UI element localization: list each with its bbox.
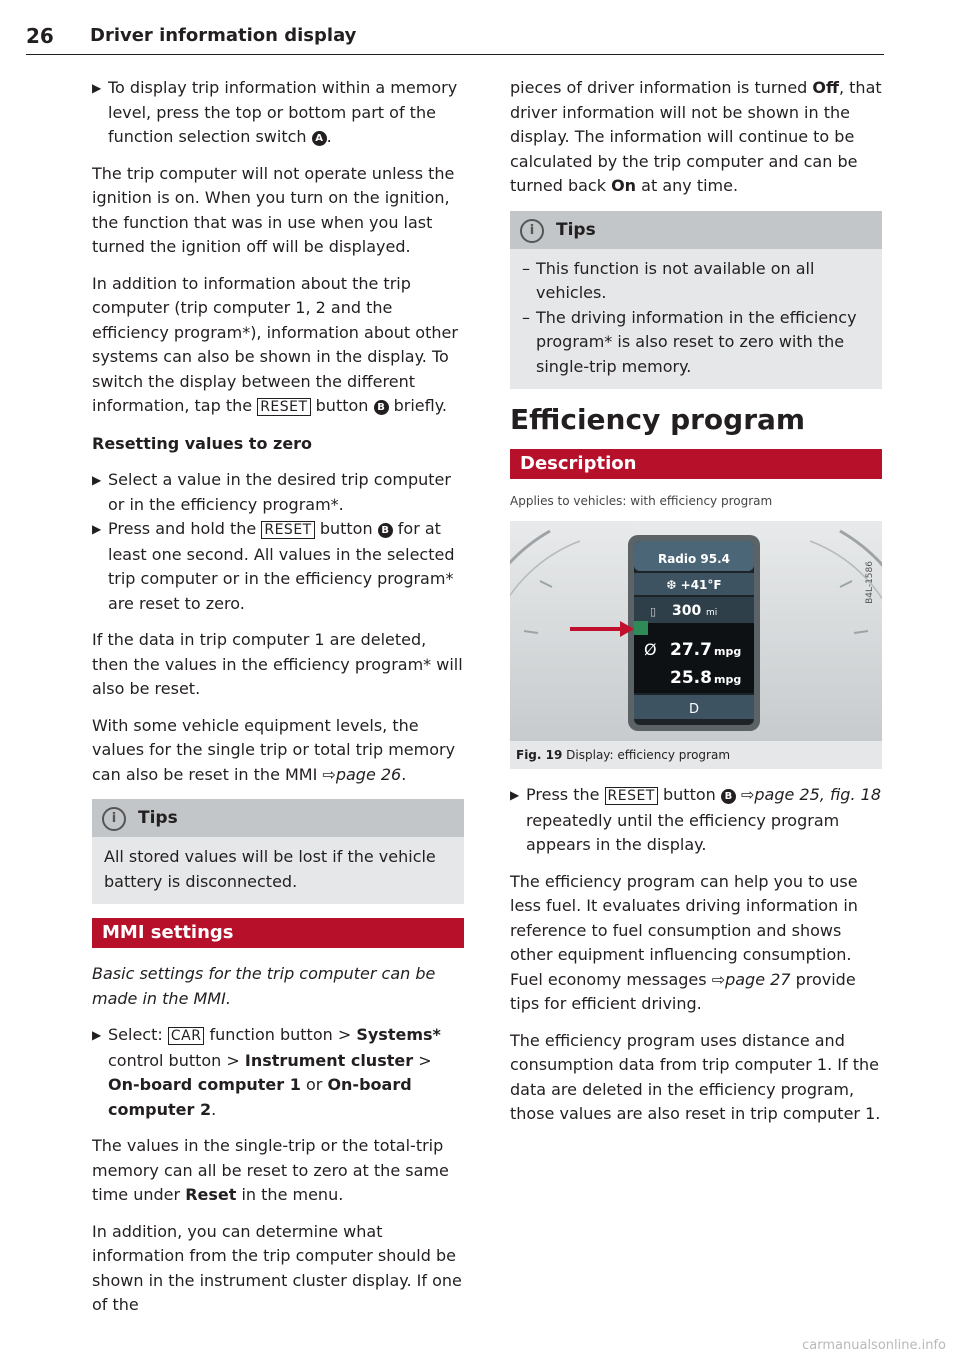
- paragraph-continued: pieces of driver information is turned Off, that driver information will not be shown in the display. The information will continue to be calculated by the trip computer and can be turned back On at any time.: [510, 78, 882, 195]
- tips-box-right: [510, 211, 882, 390]
- tip-item: – The driving information in the efficiency program* is also reset to zero with the single-trip memory.: [522, 306, 870, 380]
- paragraph-determine: In addition, you can determine what information from the trip computer should be shown in the instrument cluster display. If one of the: [92, 1221, 462, 1314]
- fig-avg-value: 27.7: [670, 640, 712, 660]
- fig-radio-text: Radio 95.4: [657, 552, 731, 566]
- tip-item: – This function is not available on all vehicles.: [522, 257, 870, 306]
- reset-key: RESET: [261, 521, 314, 539]
- car-key: CAR: [168, 1027, 205, 1045]
- page-number: 26: [26, 24, 54, 48]
- callout-b: B: [721, 789, 736, 804]
- bullet-arrow-icon: ▶: [510, 788, 520, 802]
- fig-gear: D: [688, 702, 700, 717]
- right-column: [510, 76, 882, 1139]
- bullet-press-hold: ▶ Press and hold the RESET button B for at least one second. All values in the selected trip computer or in the efficiency program* are reset to zero.: [92, 519, 455, 613]
- paragraph-help: The efficiency program can help you to use less fuel. It evaluates driving information in reference to fuel consumption and shows other equipment influencing consumption. Fuel economy messages ⇨page 27 provide tips for efficient driving.: [510, 871, 858, 1013]
- xref-arrow-icon: ⇨: [740, 785, 755, 804]
- fig-inst-unit: mpg: [714, 673, 742, 686]
- paragraph-uses: The efficiency program uses distance and consumption data from trip computer 1. If the data are deleted in the efficiency program, those values are also reset in trip computer 1.: [510, 1030, 881, 1123]
- fig-range-unit: mi: [706, 608, 718, 618]
- resetting-heading: Resetting values to zero: [92, 433, 313, 453]
- tips-box-left: [92, 799, 464, 904]
- reset-key: RESET: [605, 787, 658, 805]
- cluster-illustration: [510, 521, 882, 741]
- description-heading: Description: [510, 449, 882, 479]
- tips-header: i Tips: [92, 799, 464, 837]
- paragraph-deleted: If the data in trip computer 1 are deleted, then the values in the efficiency program* will also be reset.: [92, 630, 463, 698]
- bullet-select-mmi: ▶ Select: CAR function button > Systems* control button > Instrument cluster > On-board computer 1 or On-board computer 2.: [92, 1025, 441, 1119]
- tips-header: i Tips: [510, 211, 882, 249]
- section-title: Driver information display: [90, 25, 357, 46]
- bullet-arrow-icon: ▶: [92, 522, 102, 536]
- xref-arrow-icon: ⇨: [711, 969, 726, 989]
- mmi-lead: Basic settings for the trip computer can be made in the MMI.: [92, 964, 436, 1008]
- fig-avg-unit: mpg: [714, 645, 742, 658]
- xref-arrow-icon: ⇨: [322, 764, 336, 784]
- watermark-footer: carmanualsonline.info: [802, 1338, 946, 1353]
- bullet-arrow-icon: ▶: [92, 81, 102, 95]
- info-icon: i: [520, 219, 544, 243]
- fig-range-value: 300: [672, 603, 702, 619]
- xref-page-27[interactable]: page 27: [725, 969, 791, 989]
- tips-text: All stored values will be lost if the vehicle battery is disconnected.: [104, 847, 436, 891]
- applies-to: Applies to vehicles: with efficiency program: [510, 494, 773, 508]
- fig-temp-text: ❆ +41°F: [666, 578, 722, 592]
- paragraph-equipment: With some vehicle equipment levels, the values for the single trip or total trip memory can also be reset in the MMI ⇨page 26.: [92, 715, 456, 784]
- bullet-arrow-icon: ▶: [92, 1028, 102, 1042]
- page-header: [26, 24, 884, 55]
- info-icon: i: [102, 807, 126, 831]
- paragraph-trip-computer: The trip computer will not operate unless the ignition is on. When you turn on the ignition, the function that was in use when you last turned the ignition off will be displayed.: [92, 163, 455, 256]
- fig-code: B4L-1586: [865, 561, 875, 604]
- bullet-arrow-icon: ▶: [92, 473, 102, 487]
- mmi-settings-heading: MMI settings: [92, 918, 464, 948]
- xref-page-25[interactable]: page 25,: [754, 785, 825, 804]
- fig-avg-symbol: Ø: [644, 640, 657, 659]
- callout-b: B: [374, 400, 389, 415]
- bullet-display-trip: ▶ To display trip information within a memory level, press the top or bottom part of the function selection switch A .: [92, 78, 458, 146]
- paragraph-values: The values in the single-trip or the total-trip memory can all be reset to zero at the same time under Reset in the menu.: [92, 1136, 449, 1204]
- left-column: [92, 76, 464, 1330]
- xref-page-26[interactable]: page 26: [335, 764, 402, 784]
- xref-fig-18[interactable]: fig. 18: [829, 785, 881, 804]
- reset-key: RESET: [257, 398, 310, 416]
- efficiency-program-title: Efficiency program: [510, 403, 806, 436]
- bullet-press-reset: ▶ Press the RESET button B ⇨page 25, fig. 18 repeatedly until the efficiency program appears in the display.: [510, 785, 881, 854]
- svg-text:▯: ▯: [650, 605, 657, 618]
- callout-a: A: [312, 131, 327, 146]
- bullet-select-value: ▶ Select a value in the desired trip computer or in the efficiency program*.: [92, 470, 451, 514]
- fig-inst-value: 25.8: [670, 668, 712, 688]
- efficiency-display-figure: [510, 521, 882, 741]
- figure-caption: Fig. 19 Display: efficiency program: [510, 741, 882, 769]
- callout-b: B: [378, 523, 393, 538]
- paragraph-addition: In addition to information about the trip computer (trip computer 1, 2 and the efficiency program*), information about other systems can also be shown in the display. To switch the display between the different information, tap the RESET button B briefly.: [92, 273, 458, 415]
